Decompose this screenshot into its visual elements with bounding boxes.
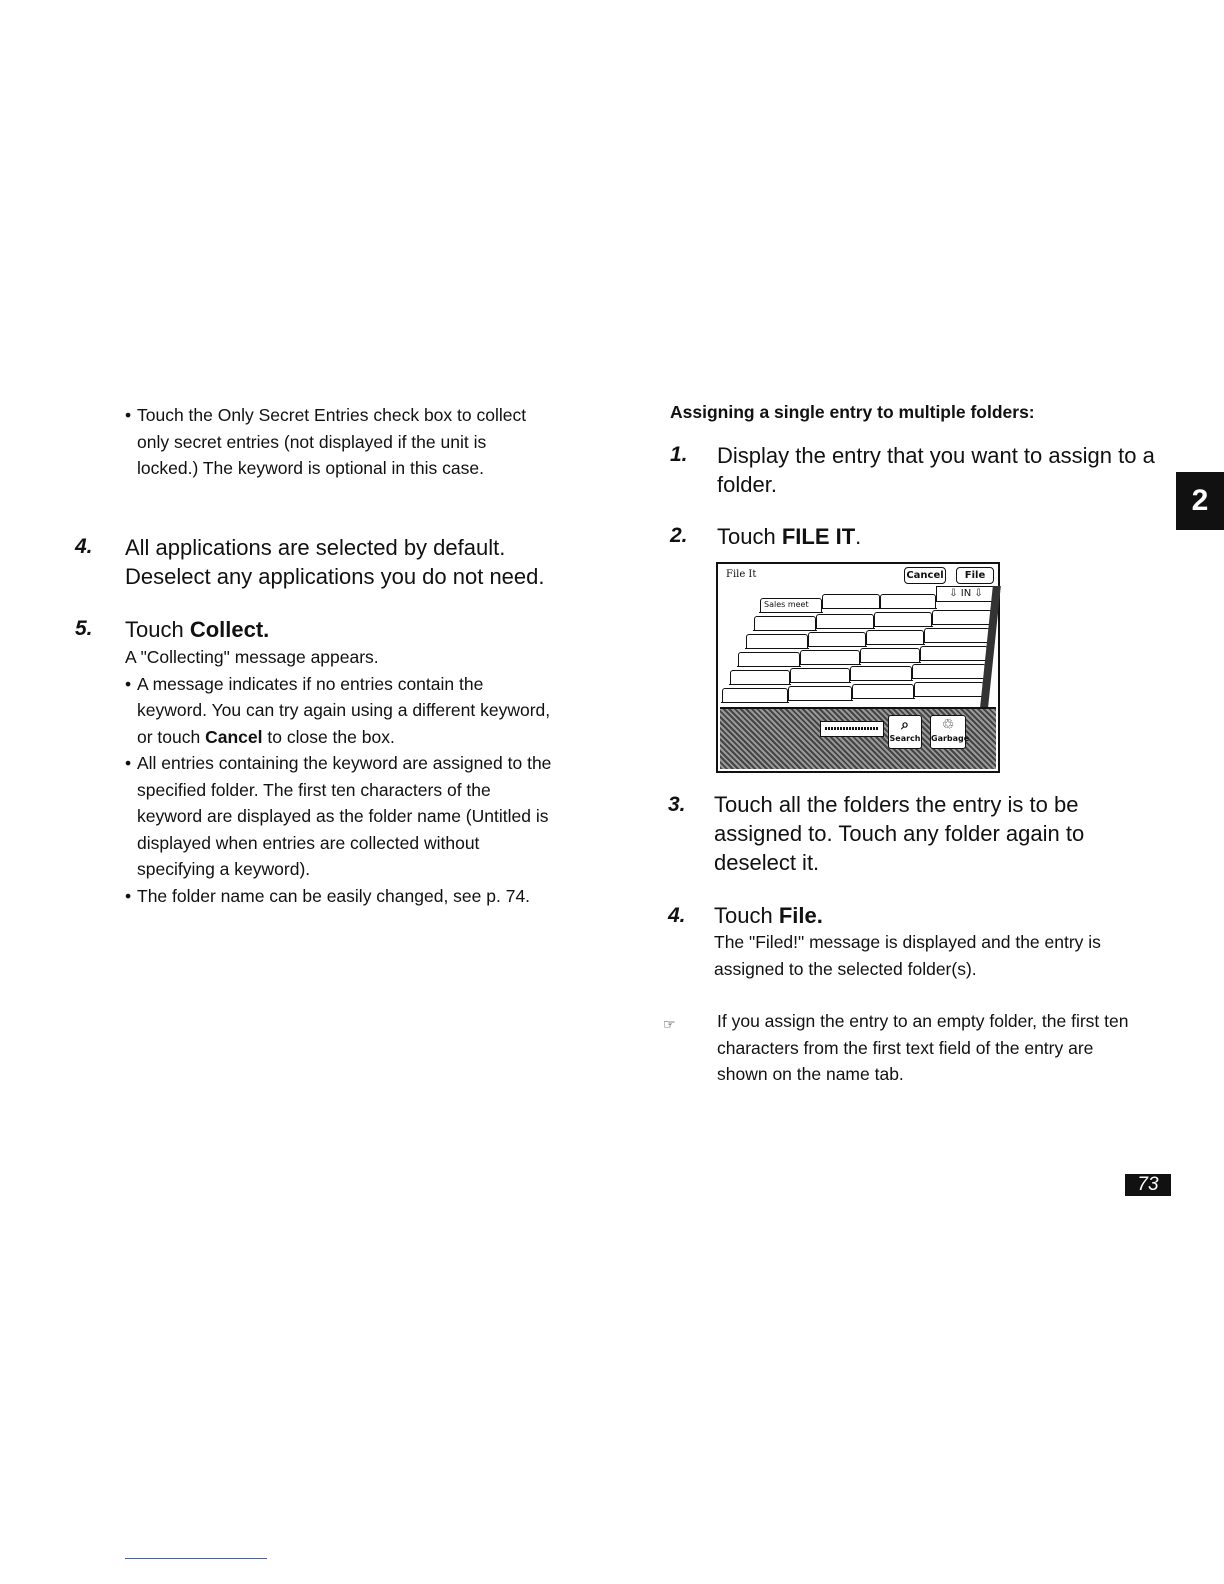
collecting-message: A "Collecting" message appears. — [125, 647, 379, 667]
folder-tab[interactable] — [866, 630, 924, 644]
left-step-4-number: 4. — [75, 535, 93, 558]
bullet-only-secret — [125, 402, 547, 482]
chapter-tab: 2 — [1176, 472, 1224, 530]
bullet-msg-bold: Cancel — [205, 726, 263, 747]
folder-tab[interactable] — [924, 628, 990, 642]
bullet-folder-rename — [125, 883, 555, 910]
folder-tab[interactable] — [850, 666, 912, 680]
folder-tab[interactable] — [738, 652, 800, 666]
right-step-3-text: Touch all the folders the entry is to be assigned to. Touch any folder again to deselect it. — [714, 792, 1085, 875]
magnifier-icon: ⌕ — [901, 717, 909, 733]
folder-tab[interactable] — [808, 632, 866, 646]
cancel-button[interactable]: Cancel — [904, 567, 946, 584]
step-2-pre: Touch — [717, 524, 782, 549]
folder-tab[interactable] — [816, 614, 874, 628]
folder-tab[interactable] — [914, 682, 984, 696]
note-text: If you assign the entry to an empty folder, the first ten characters from the first text field of the entry are shown on the name tab. — [717, 1011, 1129, 1084]
step-5-title-pre: Touch — [125, 617, 190, 642]
folder-tab[interactable] — [860, 648, 920, 662]
bullet-no-entries — [125, 671, 555, 751]
folder-tab[interactable] — [880, 594, 936, 608]
right-step-4-number: 4. — [668, 904, 686, 927]
step-2-post: . — [855, 524, 862, 549]
step-2-bold: FILE IT — [781, 524, 856, 549]
step-4-title-bold: File. — [778, 903, 823, 928]
pointing-hand-icon: ☞ — [663, 1016, 676, 1032]
step-5-title-bold: Collect. — [189, 617, 270, 642]
folder-tab-sales-meet[interactable]: Sales meet — [760, 598, 822, 612]
trash-icon: ♲ — [941, 717, 955, 733]
folder-tab[interactable] — [790, 668, 850, 682]
bullet-msg-pre: A message indicates if no entries contain the keyword. You can try again using a different keyword, or touch — [137, 673, 551, 747]
left-step-5-body — [125, 644, 555, 909]
right-step-3-number: 3. — [668, 793, 686, 816]
bullet-rename-text: The folder name can be easily changed, see p. 74. — [137, 885, 531, 906]
file-button[interactable]: File — [956, 567, 994, 584]
garbage-label: Garbage — [931, 734, 970, 743]
left-step-5-number: 5. — [75, 617, 93, 640]
folder-tab[interactable] — [932, 610, 992, 624]
folder-tab[interactable] — [746, 634, 808, 648]
in-tray-label[interactable]: ⇩ IN ⇩ — [936, 586, 996, 602]
folder-tab[interactable] — [920, 646, 988, 660]
folder-tab[interactable] — [800, 650, 860, 664]
folder-tab[interactable] — [912, 664, 986, 678]
section-heading: Assigning a single entry to multiple folders: — [670, 402, 1035, 422]
folder-tab[interactable] — [852, 684, 914, 698]
footer-rule — [125, 1558, 267, 1559]
screen-title: File It — [726, 569, 757, 580]
left-step-4-text: All applications are selected by default. Deselect any applications you do not need. — [125, 535, 545, 589]
search-button[interactable] — [888, 715, 922, 749]
folder-tab[interactable] — [874, 612, 932, 626]
page-number: 73 — [1125, 1174, 1171, 1196]
right-step-4-desc: The "Filed!" message is displayed and the entry is assigned to the selected folder(s). — [714, 932, 1101, 979]
garbage-button[interactable] — [930, 715, 970, 749]
right-step-2-number: 2. — [670, 524, 688, 547]
right-step-2-text — [717, 522, 861, 551]
right-step-1-text: Display the entry that you want to assign to a folder. — [717, 443, 1155, 497]
left-step-5-title — [125, 615, 269, 644]
folder-tab[interactable] — [722, 688, 788, 702]
bullet-text: Touch the Only Secret Entries check box to collect only secret entries (not displayed if the unit is locked.) The keyword is optional in this case. — [137, 405, 527, 478]
right-step-1-number: 1. — [670, 443, 688, 466]
bullet-assigned-text: All entries containing the keyword are assigned to the specified folder. The first ten characters of the keyword are displayed as the folder name (Untitled is displayed when entries are collected without specifying a keyword). — [137, 753, 552, 879]
folder-tab[interactable] — [754, 616, 816, 630]
step-4-title-pre: Touch — [714, 903, 779, 928]
drawer-label — [820, 721, 884, 737]
bullet-msg-post: to close the box. — [262, 726, 395, 747]
cabinet-floor — [720, 707, 996, 769]
search-label: Search — [889, 734, 921, 743]
folder-tab[interactable] — [822, 594, 880, 608]
right-step-4-title — [714, 901, 823, 930]
folder-tab[interactable] — [730, 670, 790, 684]
folder-tab[interactable] — [788, 686, 852, 700]
bullet-entries-assigned — [125, 750, 555, 883]
file-it-screen — [716, 562, 1000, 773]
